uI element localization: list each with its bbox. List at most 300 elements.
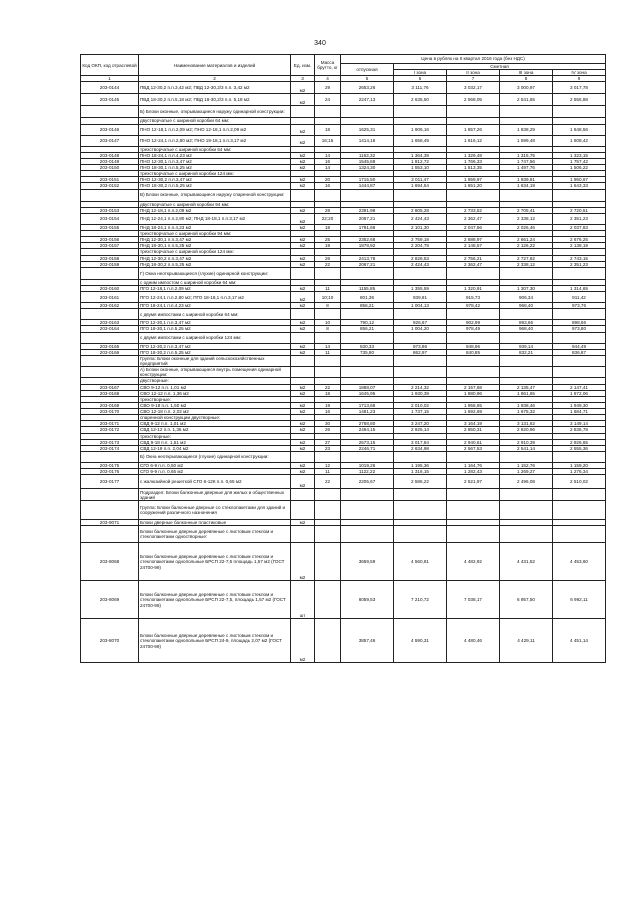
table-body [81,82,606,663]
price-release: 735,80 [341,349,394,355]
row-unit: м2 [291,520,315,526]
price-release: 1545,68 [341,158,394,164]
price-release: 2768,80 [341,421,394,427]
row-unit [291,309,315,320]
table-row [81,475,606,489]
price-release: 1155,85 [341,285,394,291]
price-zone-1: 1 316,15 [394,469,447,475]
row-name: ПВД 18-30,2 п.п.5,18 м2; ПВД 18-30,2/3 п.п. 5,18 м2 [139,94,291,106]
price-zone-2 [447,106,500,118]
price-zone-4: 3 017,78 [553,82,606,94]
row-code: 203-0159 [81,261,139,267]
row-name: трехстворчатые с шириной коробки 124 мм: [139,171,291,177]
row-unit: м2 [291,224,315,230]
price-zone-3 [500,526,553,543]
row-code [81,189,139,201]
row-name: ПГО 18-24,1 п.п.4,23 м2 [139,303,291,309]
price-zone-4: 1 950,67 [553,177,606,183]
price-zone-1: 926,67 [394,320,447,326]
row-unit: м2 [291,303,315,309]
price-release [341,267,394,279]
price-zone-2 [447,332,500,343]
row-mass: 22 [315,475,341,489]
row-mass [315,355,341,366]
row-code: 203-0146 [81,124,139,135]
price-release: 1324,30 [341,164,394,170]
price-zone-1: 2 424,43 [394,261,447,267]
row-unit: м2 [291,261,315,267]
row-unit: м2 [291,94,315,106]
price-zone-2: 1 651,20 [447,183,500,189]
row-name: СВО 9-18 п.п. 1,50 м2 [139,402,291,408]
price-zone-4 [553,367,606,378]
price-zone-3: 2 541,65 [500,94,553,106]
row-name: ПГО 18-30,2 п.п.5,25 м2 [139,349,291,355]
row-name: с двумя импостами с шириной коробки 64 мм: [139,309,291,320]
row-name: трехстворчатые с шириной коробки 124 мм: [139,249,291,255]
row-name: ПНО 18-30,1 п.п.5,25 м2 [139,164,291,170]
price-zone-3: 1 747,56 [500,158,553,164]
row-name: ПНД 18-30,1 п.п.5,25 м2 [139,243,291,249]
section-row [81,452,606,463]
price-zone-3: 968,40 [500,303,553,309]
price-release: 1625,31 [341,124,394,135]
price-zone-4: 1 506,22 [553,164,606,170]
row-code: 203-0144 [81,82,139,94]
price-zone-2: 3 032,17 [447,82,500,94]
price-zone-2 [447,267,500,279]
row-mass: 11 [315,285,341,291]
price-zone-3: 4 429,11 [500,619,553,663]
row-unit: м2 [291,213,315,224]
row-name: Б) Окна неоткрывающиеся (глухие) одинарной конструкции: [139,452,291,463]
row-code: 203-0175 [81,463,139,469]
row-unit: м2 [291,402,315,408]
row-name: ПНД 18-30,2 п.п.5,25 м2 [139,261,291,267]
price-zone-4: 4 451,14 [553,619,606,663]
row-name: ПНО 18-30,2 п.п.5,25 м2 [139,183,291,189]
price-zone-4: 2 926,65 [553,439,606,445]
row-name: СВО 9-12 п.п. 1,01 м2 [139,384,291,390]
row-mass [315,581,341,619]
row-name: Группа: Блоки балконные дверные со стеклопакетами для зданий и сооружений различного назначения [139,501,291,520]
price-zone-3: 2 338,12 [500,261,553,267]
price-zone-4: 2 138,19 [553,243,606,249]
row-mass: 30 [315,421,341,427]
price-zone-3: 1 152,76 [500,463,553,469]
row-code: 203-0151 [81,177,139,183]
price-zone-4: 3 149,14 [553,421,606,427]
price-zone-2: 840,85 [447,349,500,355]
header-zone-4: IV зона [553,70,606,76]
row-unit: м2 [291,543,315,581]
price-release: 2067,21 [341,213,394,224]
row-mass [315,332,341,343]
row-unit: м2 [291,349,315,355]
price-zone-3: 1 497,76 [500,164,553,170]
row-mass: 22 [315,384,341,390]
row-mass [315,267,341,279]
row-unit: м2 [291,320,315,326]
price-zone-4: 2 555,36 [553,445,606,451]
row-unit [291,189,315,201]
row-code [81,267,139,279]
row-code: 203-0160 [81,285,139,291]
row-unit [291,355,315,366]
price-zone-4: 1 276,34 [553,469,606,475]
row-name: Б) Блоки оконные, открывающиеся наружу одинарной конструкции: [139,106,291,118]
row-unit [291,452,315,463]
row-name: ПГО 12-30,2 п.п.3,47 м2 [139,343,291,349]
price-zone-2: 2 157,68 [447,384,500,390]
row-code: 203-0147 [81,135,139,146]
row-name: спаренной конструкции двустворные: [139,415,291,421]
row-name: Г) Окна неоткрывающиеся (глухие) одинарной конструкции: [139,267,291,279]
col-number: 7 [447,76,500,82]
row-mass [315,543,341,581]
section-row [81,355,606,366]
row-unit: м2 [291,158,315,164]
price-zone-4: 2 510,02 [553,475,606,489]
row-mass: 29 [315,82,341,94]
row-code [81,355,139,366]
price-zone-4: 2 147,41 [553,384,606,390]
row-code: 203-0157 [81,243,139,249]
row-name: СВО 12-18 п.п. 2,02 м2 [139,409,291,415]
price-zone-2: 2 850,31 [447,427,500,433]
row-mass: 10;10 [315,292,341,303]
price-zone-4: 1 848,56 [553,124,606,135]
price-zone-2: 2 362,47 [447,213,500,224]
row-name: ПНО 12-18,1 п.п.2,09 м2; ПНО 12-18,1 п.п.2,09 м2 [139,124,291,135]
price-release: 2494,15 [341,427,394,433]
price-zone-4 [553,332,606,343]
price-zone-2: 2 148,57 [447,243,500,249]
row-code: 203-0164 [81,326,139,332]
price-release: 2573,15 [341,439,394,445]
price-zone-1 [394,106,447,118]
price-zone-3: 1 307,30 [500,285,553,291]
row-mass: 22;20 [315,213,341,224]
row-unit: м2 [291,164,315,170]
price-release: 1163,32 [341,152,394,158]
price-zone-1: 2 759,18 [394,237,447,243]
price-zone-1: 2 635,50 [394,94,447,106]
price-zone-2 [447,526,500,543]
row-name: трехстворные: [139,396,291,402]
price-zone-1 [394,501,447,520]
price-release: 830,33 [341,343,394,349]
row-code: 203-0166 [81,349,139,355]
row-mass: 16 [315,409,341,415]
row-unit [291,489,315,501]
section-row [81,309,606,320]
row-unit: шт [291,581,315,619]
section-row [81,501,606,520]
price-release: 2391,98 [341,207,394,213]
price-zone-4: 1 684,71 [553,409,606,415]
price-zone-1: 939,81 [394,292,447,303]
header-price-release: отпускная [341,64,394,76]
price-release: 1645,95 [341,390,394,396]
row-name: ПГО 12-18,1 п.п.2,09 м2 [139,285,291,291]
price-release [341,489,394,501]
price-zone-3 [500,501,553,520]
price-zone-2: 2 521,97 [447,475,500,489]
row-code: 203-0162 [81,303,139,309]
row-unit: м2 [291,255,315,261]
header-price-estimate: Сметная [394,64,606,70]
price-zone-1: 1 737,15 [394,409,447,415]
row-mass [315,452,341,463]
row-mass: 27 [315,439,341,445]
price-zone-1: 1 906,16 [394,124,447,135]
price-release [341,452,394,463]
price-zone-1 [394,355,447,366]
row-unit: м2 [291,292,315,303]
price-zone-2: 2 733,52 [447,207,500,213]
price-zone-3: 1 938,46 [500,402,553,408]
header-zone-3: III зона [500,70,553,76]
row-name: ПНО 12-30,2 п.п.3,47 м2 [139,177,291,183]
row-name: СВД 9-12 п.п. 1,01 м2 [139,421,291,427]
price-zone-1: 7 210,72 [394,581,447,619]
price-zone-3: 1 599,48 [500,135,553,146]
row-name: СВД 12-18 п.п. 2,04 м2 [139,445,291,451]
row-name: ПНО 18-24,1 п.п.4,23 м2 [139,152,291,158]
row-name: с двумя импостами с шириной коробки 124 мм: [139,332,291,343]
row-mass: 11 [315,469,341,475]
price-zone-2: 948,96 [447,343,500,349]
price-zone-1: 973,86 [394,343,447,349]
table-row [81,292,606,303]
row-name: Блоки балконные дверные деревянные с листовым стеклом и стеклопакетами одностворные: [139,526,291,543]
price-release: 1715,50 [341,177,394,183]
row-mass: 24 [315,94,341,106]
row-unit: м2 [291,285,315,291]
price-zone-3 [500,452,553,463]
row-mass: 25 [315,237,341,243]
price-zone-3: 2 661,24 [500,237,553,243]
price-zone-1: 2 805,28 [394,207,447,213]
col-number: 2 [139,76,291,82]
row-name: Блоки дверные балконные пластиковые [139,520,291,526]
row-mass [315,489,341,501]
price-release: 3857,46 [341,619,394,663]
row-name: ПНД 12-30,2 п.п.3,47 м2 [139,255,291,261]
price-release: 1713,68 [341,402,394,408]
price-release: 2205,67 [341,475,394,489]
price-zone-3: 1 861,65 [500,390,553,396]
price-zone-3 [500,355,553,366]
row-mass: 14 [315,152,341,158]
row-code: 203-0153 [81,207,139,213]
row-name: ПНО 12-30,1 п.п.3,47 м2 [139,158,291,164]
row-mass [315,501,341,520]
price-zone-4: 2 037,83 [553,224,606,230]
price-zone-3: 2 135,47 [500,384,553,390]
price-zone-3: 832,21 [500,349,553,355]
row-code [81,309,139,320]
row-name: ПНД 18-24,1 п.п.4,23 м2 [139,224,291,230]
price-zone-4: 2 743,15 [553,255,606,261]
price-zone-1 [394,452,447,463]
price-zone-3 [500,309,553,320]
row-unit: м2 [291,445,315,451]
price-zone-4: 1 872,06 [553,390,606,396]
price-release [341,501,394,520]
price-release: 2067,21 [341,261,394,267]
row-unit: м2 [291,152,315,158]
price-zone-1 [394,489,447,501]
price-release: 1888,07 [341,384,394,390]
price-zone-2: 1 164,76 [447,463,500,469]
price-zone-2: 2 756,21 [447,255,500,261]
price-release [341,367,394,378]
price-zone-4: 911,42 [553,292,606,303]
price-zone-4: 6 992,11 [553,581,606,619]
row-code: 203-0168 [81,390,139,396]
row-code: 203-0176 [81,469,139,475]
row-mass: 12 [315,463,341,469]
price-table [80,54,606,663]
header-code: Код ОКП, код отраслевой [81,55,139,76]
row-code [81,332,139,343]
price-zone-4 [553,267,606,279]
price-zone-2: 1 958,65 [447,402,500,408]
price-zone-1: 1 658,49 [394,135,447,146]
price-zone-1: 1 694,54 [394,183,447,189]
price-zone-3: 2 727,82 [500,255,553,261]
table-row [81,619,606,663]
row-unit: м2 [291,463,315,469]
row-name: ПГО 18-30,1 п.п.5,25 м2 [139,326,291,332]
price-zone-2: 1 880,96 [447,390,500,396]
row-code: 203-0152 [81,183,139,189]
row-unit: м2 [291,475,315,489]
price-zone-2 [447,489,500,501]
row-unit: м2 [291,409,315,415]
row-mass: 18 [315,124,341,135]
price-zone-3: 2 910,39 [500,439,553,445]
price-zone-2: 4 482,92 [447,543,500,581]
price-zone-3 [500,489,553,501]
price-zone-4: 2 836,78 [553,427,606,433]
row-name: ПНД 12-30,1 п.п.3,47 м2 [139,237,291,243]
row-name: СВД 12-12 п.п. 1,36 м2 [139,427,291,433]
price-zone-1 [394,267,447,279]
price-zone-2: 915,73 [447,292,500,303]
row-name: ПНО 12-24,1 п.п.2,80 м2; ПНО 18-18,1 п.п.3,17 м2 [139,135,291,146]
price-zone-1: 1 355,59 [394,285,447,291]
price-zone-4 [553,355,606,366]
table-row [81,543,606,581]
price-zone-1: 3 111,76 [394,82,447,94]
price-zone-3: 2 338,12 [500,213,553,224]
row-unit: м2 [291,390,315,396]
price-zone-2 [447,309,500,320]
price-zone-3 [500,189,553,201]
row-mass [315,106,341,118]
table-row [81,94,606,106]
header-zone-2: II зона [447,70,500,76]
price-zone-1: 1 812,72 [394,158,447,164]
row-unit: м2 [291,421,315,427]
price-zone-3: 968,40 [500,326,553,332]
price-release [341,189,394,201]
price-zone-3: 2 126,22 [500,243,553,249]
price-zone-4: 898,66 [553,320,606,326]
row-unit: м2 [291,237,315,243]
row-code: 203-0158 [81,255,139,261]
header-unit: Ед. изм. [291,55,315,76]
section-row [81,189,606,201]
price-zone-1 [394,332,447,343]
price-zone-3: 1 838,29 [500,124,553,135]
col-number: 8 [500,76,553,82]
row-code [81,367,139,378]
price-zone-1: 862,97 [394,349,447,355]
price-zone-1: 2 204,78 [394,243,447,249]
row-name: ПГО 12-24,1 п.п.2,80 м2; ПГО 18-18,1 п.п.3,17 м2 [139,292,291,303]
row-code [81,106,139,118]
price-zone-1: 2 634,98 [394,445,447,451]
price-zone-2: 902,99 [447,320,500,326]
row-code: 203-0165 [81,343,139,349]
row-name: СГО 9-9 п.п. 0,65 м2 [139,469,291,475]
price-zone-1: 1 004,13 [394,303,447,309]
row-code: 203-0173 [81,439,139,445]
price-zone-4 [553,526,606,543]
col-number: 5 [341,76,394,82]
price-zone-3: 2 026,46 [500,224,553,230]
row-mass: 22 [315,261,341,267]
price-zone-4: 1 757,42 [553,158,606,164]
price-zone-3 [500,332,553,343]
row-name: трехстворчатые с шириной коробки 64 мм: [139,146,291,152]
price-zone-4 [553,489,606,501]
col-number: 3 [291,76,315,82]
price-zone-1: 3 017,84 [394,439,447,445]
price-zone-3: 1 269,27 [500,469,553,475]
price-zone-3: 2 820,96 [500,427,553,433]
row-code: 203-8070 [81,619,139,663]
row-mass: 20 [315,177,341,183]
price-zone-4: 1 314,65 [553,285,606,291]
row-code: 203-0148 [81,152,139,158]
price-zone-1: 2 214,32 [394,384,447,390]
price-zone-1: 2 424,43 [394,213,447,224]
header-price-title: Цена в рублях на II квартал 2016 года (без НДС) [341,55,606,64]
price-zone-4: 1 608,42 [553,135,606,146]
row-code [81,501,139,520]
price-zone-3 [500,267,553,279]
section-row [81,489,606,501]
price-zone-2: 7 038,17 [447,581,500,619]
row-code: 203-0156 [81,237,139,243]
row-code: 203-0149 [81,158,139,164]
row-unit: м2 [291,135,315,146]
row-code: 203-0167 [81,384,139,390]
price-zone-2: 2 567,53 [447,445,500,451]
price-zone-2 [447,355,500,366]
price-zone-3: 2 705,41 [500,207,553,213]
header-zone-1: I зона [394,70,447,76]
price-release: 1878,92 [341,243,394,249]
price-release: 1481,23 [341,409,394,415]
row-unit [291,367,315,378]
price-zone-2: 1 616,12 [447,135,500,146]
